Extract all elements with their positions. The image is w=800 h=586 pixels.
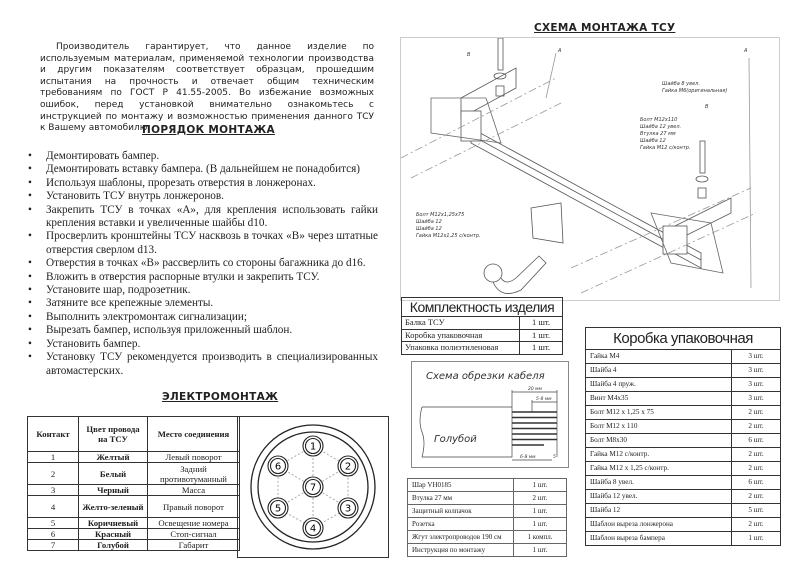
item-name: Шаблон выреза бампера: [586, 532, 732, 546]
parts-table: [407, 478, 567, 557]
table-row: [408, 531, 567, 544]
pin-number: 5: [274, 503, 282, 515]
socket-pins: [268, 436, 358, 538]
pin-number: 1: [309, 441, 317, 453]
callout-text: Гайка М12х1,25 с/контр.: [416, 233, 481, 239]
table-row: [586, 350, 781, 364]
item-name: Гайка М12 с/контр.: [586, 448, 732, 462]
socket-pinout-diagram: [237, 416, 389, 558]
step-item: • Просверлить кронштейны ТСУ насквозь в точках «В» через штатные отверстия сверлом d13.: [26, 230, 378, 257]
dim-label-5: 5: [553, 455, 556, 460]
bolt-vertical-left: [498, 38, 503, 70]
col-header-wire-color: Цвет провода на ТСУ: [79, 417, 148, 452]
step-item: • Демонтировать вставку бампера. (В дальнейшем не понадобится): [26, 163, 378, 176]
item-qty: 2 шт.: [514, 492, 567, 505]
pin-number: 7: [309, 482, 317, 494]
callout-text: Гайка М12 с/контр.: [640, 145, 691, 151]
item-name: Болт М12 х 110: [586, 420, 732, 434]
item-name: Шайба 8 увел.: [586, 476, 732, 490]
item-qty: 2 шт.: [732, 462, 781, 476]
item-qty: 2 шт.: [732, 420, 781, 434]
step-item: • Установить бампер.: [26, 338, 378, 351]
callout-text: Гайка М6(оригинальная): [662, 88, 728, 94]
item-qty: 1 шт.: [520, 329, 563, 342]
item-qty: 1 шт.: [514, 479, 567, 492]
pin-number: 3: [344, 503, 352, 515]
step-item: • Выполнить электромонтаж сигнализации;: [26, 311, 378, 324]
contact-cell: 3: [28, 485, 79, 496]
item-qty: 2 шт.: [732, 448, 781, 462]
callout-text: Шайба 12: [416, 226, 442, 232]
item-name: Шайба 12 увел.: [586, 490, 732, 504]
wire-color-cell: Белый: [79, 463, 148, 485]
washer-right: [696, 176, 708, 182]
item-name: Шаблон выреза лонжерона: [586, 518, 732, 532]
item-qty: 3 шт.: [732, 364, 781, 378]
item-name: Коробка упаковочная: [402, 329, 520, 342]
wire-color-cell: Голубой: [79, 540, 148, 551]
socket-pin: [303, 436, 323, 456]
socket-pin: [268, 498, 288, 518]
step-item: • Установить ТСУ внутрь лонжеронов.: [26, 190, 378, 203]
socket-pin: [268, 456, 288, 476]
step-item: • Установите шар, подрозетник.: [26, 284, 378, 297]
intro-paragraph: [40, 42, 374, 135]
towbar-assembly-drawing: [400, 37, 780, 301]
completeness-table-block: [401, 297, 563, 355]
sleeve-right: [698, 188, 706, 198]
socket-pinout-svg: [238, 417, 388, 557]
step-item: • Вырезать бампер, используя приложенный шаблон.: [26, 324, 378, 337]
item-qty: 6 шт.: [732, 476, 781, 490]
callout-text: Шайба 12: [416, 219, 442, 225]
hook-mount-plate: [531, 203, 563, 243]
table-row: [586, 462, 781, 476]
table-row: [408, 505, 567, 518]
cable-sheath: [422, 407, 512, 457]
table-row: [586, 518, 781, 532]
table-row: [586, 448, 781, 462]
table-row: [586, 504, 781, 518]
pin-number: 4: [309, 523, 317, 535]
step-item: • Используя шаблоны, прорезать отверстия в лонжеронах.: [26, 177, 378, 190]
item-name: Шар VH0185: [408, 479, 514, 492]
callout-text: Шайба 12 увел.: [640, 124, 682, 130]
contact-cell: 2: [28, 463, 79, 485]
dim-label-20: 20 мм: [528, 387, 542, 392]
left-bracket-tube: [461, 68, 516, 118]
table-row: [586, 378, 781, 392]
contact-cell: 4: [28, 496, 79, 518]
pin-number: 6: [274, 461, 282, 473]
item-qty: 1 компл.: [514, 531, 567, 544]
item-name: Винт М4х35: [586, 392, 732, 406]
table-row: [586, 490, 781, 504]
electrical-heading: ЭЛЕКТРОМОНТАЖ: [162, 391, 279, 403]
item-name: Балка ТСУ: [402, 317, 520, 330]
table-row: [28, 485, 240, 496]
label-point-a-right: А: [744, 48, 748, 54]
item-qty: 2 шт.: [732, 406, 781, 420]
place-cell: Левый поворот: [148, 452, 240, 463]
table-row: [28, 452, 240, 463]
place-cell: Стоп-сигнал: [148, 529, 240, 540]
wire-color-cell: Коричневый: [79, 518, 148, 529]
item-qty: 1 шт.: [514, 505, 567, 518]
item-name: Инструкция по монтажу: [408, 544, 514, 557]
box-contents-title: Коробка упаковочная: [585, 327, 781, 349]
table-row: [402, 317, 563, 330]
item-qty: 1 шт.: [514, 518, 567, 531]
callout-text: Болт М12х1,25х75: [416, 212, 465, 218]
box-contents-block: [585, 327, 781, 546]
cable-cut-svg: [412, 362, 568, 467]
box-contents-table: [585, 349, 781, 546]
table-row: [28, 518, 240, 529]
item-qty: 1 шт.: [520, 342, 563, 355]
leader-line-a-right: [749, 58, 751, 288]
wiring-header-row: [28, 417, 240, 452]
cable-diagram-title: Схема обрезки кабеля: [426, 371, 545, 382]
item-name: Шайба 12: [586, 504, 732, 518]
callout-text: Болт М12х110: [640, 117, 678, 123]
table-row: [28, 529, 240, 540]
table-row: [402, 329, 563, 342]
completeness-table: [401, 316, 563, 355]
item-name: Шайба 4 пруж.: [586, 378, 732, 392]
item-name: Жгут электропроводов 190 см: [408, 531, 514, 544]
table-row: [586, 420, 781, 434]
cable-break-line: [420, 407, 424, 457]
contact-cell: 7: [28, 540, 79, 551]
table-row: [28, 540, 240, 551]
step-item: • Установку ТСУ рекомендуется производить в специализированных автомастерских.: [26, 351, 378, 378]
tow-hook: [493, 256, 546, 294]
item-name: Шайба 4: [586, 364, 732, 378]
table-row: [586, 364, 781, 378]
label-point-b: В: [467, 52, 471, 58]
item-qty: 5 шт.: [732, 504, 781, 518]
callout-text: Шайба 8 увел.: [662, 81, 700, 87]
wiring-table: [27, 416, 240, 551]
table-row: [586, 476, 781, 490]
table-row: [586, 532, 781, 546]
contact-cell: 6: [28, 529, 79, 540]
place-cell: Задний противотуманный: [148, 463, 240, 485]
place-cell: Габарит: [148, 540, 240, 551]
place-cell: Правый поворот: [148, 496, 240, 518]
table-row: [408, 544, 567, 557]
table-row: [408, 492, 567, 505]
item-name: Упаковка полиэтиленовая: [402, 342, 520, 355]
label-point-b-right: В: [705, 104, 709, 110]
place-cell: Масса: [148, 485, 240, 496]
table-row: [586, 434, 781, 448]
step-item: • Демонтировать бампер.: [26, 150, 378, 163]
schema-heading: СХЕМА МОНТАЖА ТСУ: [534, 22, 676, 34]
item-name: Защитный колпачок: [408, 505, 514, 518]
completeness-title: Комплектность изделия: [401, 297, 563, 316]
installation-heading: ПОРЯДОК МОНТАЖА: [142, 124, 275, 136]
item-name: Втулка 27 мм: [408, 492, 514, 505]
wire-color-cell: Желто-зеленый: [79, 496, 148, 518]
step-item: • Закрепить ТСУ в точках «А», для крепления использовать гайки крепления вставки и увеличенные шайбы d10.: [26, 204, 378, 231]
bolt-vertical-right: [700, 141, 705, 173]
col-header-connection-place: Место соединения: [148, 417, 240, 452]
item-name: Болт М12 х 1,25 х 75: [586, 406, 732, 420]
item-name: Болт М8х30: [586, 434, 732, 448]
cable-cut-diagram: [411, 361, 569, 468]
item-qty: 6 шт.: [732, 434, 781, 448]
contact-cell: 5: [28, 518, 79, 529]
table-row: [586, 392, 781, 406]
table-row: [28, 463, 240, 485]
table-row: [402, 342, 563, 355]
item-qty: 2 шт.: [732, 490, 781, 504]
socket-pin: [303, 518, 323, 538]
left-tube-end: [461, 111, 481, 141]
step-item: • Отверстия в точках «В» рассверлить со стороны багажника до d16.: [26, 257, 378, 270]
table-row: [586, 406, 781, 420]
table-row: [408, 518, 567, 531]
step-item: • Затяните все крепежные элементы.: [26, 297, 378, 310]
wire-color-cell: Красный: [79, 529, 148, 540]
pin-number: 2: [344, 461, 352, 473]
table-row: [28, 496, 240, 518]
place-cell: Освещение номера: [148, 518, 240, 529]
socket-pin: [338, 498, 358, 518]
dim-label-5-8: 5-8 мм: [536, 397, 552, 402]
socket-pin: [303, 477, 323, 497]
item-name: Гайка М12 х 1,25 с/контр.: [586, 462, 732, 476]
socket-pin: [338, 456, 358, 476]
wire-color-label: Голубой: [434, 434, 477, 445]
item-qty: 3 шт.: [732, 350, 781, 364]
item-qty: 3 шт.: [732, 392, 781, 406]
step-item: • Вложить в отверстия распорные втулки и закрепить ТСУ.: [26, 271, 378, 284]
cable-wires: [512, 412, 557, 445]
dim-label-6-8: 6-8 мм: [520, 455, 536, 460]
leader-line-a-left: [546, 53, 556, 98]
item-name: Розетка: [408, 518, 514, 531]
callout-text: Втулка 27 мм: [640, 131, 676, 137]
table-row: [408, 479, 567, 492]
item-qty: 1 шт.: [514, 544, 567, 557]
wire-color-cell: Желтый: [79, 452, 148, 463]
intro-text: Производитель гарантирует, что данное изделие по используемым материалам, применяемой технологии производства и другим показателям соответствует образцам, прошедшим испытания на прочность и отвечает общим техническим требованиям по ГОСТ Р 41.55-2005. Во избежание возможных ошибок, перед установкой внимательно ознакомьтесь с инструкцией по монтажу и возможностью применения данного ТСУ к Вашему автомобилю.: [40, 42, 374, 134]
contact-cell: 1: [28, 452, 79, 463]
callout-text: Шайба 12: [640, 138, 666, 144]
item-qty: 2 шт.: [732, 518, 781, 532]
installation-steps: [26, 150, 378, 378]
item-name: Гайка М4: [586, 350, 732, 364]
item-qty: 3 шт.: [732, 378, 781, 392]
col-header-contact: Контакт: [28, 417, 79, 452]
item-qty: 1 шт.: [520, 317, 563, 330]
towbar-drawing-svg: [401, 38, 779, 300]
wire-color-cell: Черный: [79, 485, 148, 496]
label-point-a: А: [558, 48, 562, 54]
item-qty: 1 шт.: [732, 532, 781, 546]
tow-ball: [484, 264, 502, 282]
